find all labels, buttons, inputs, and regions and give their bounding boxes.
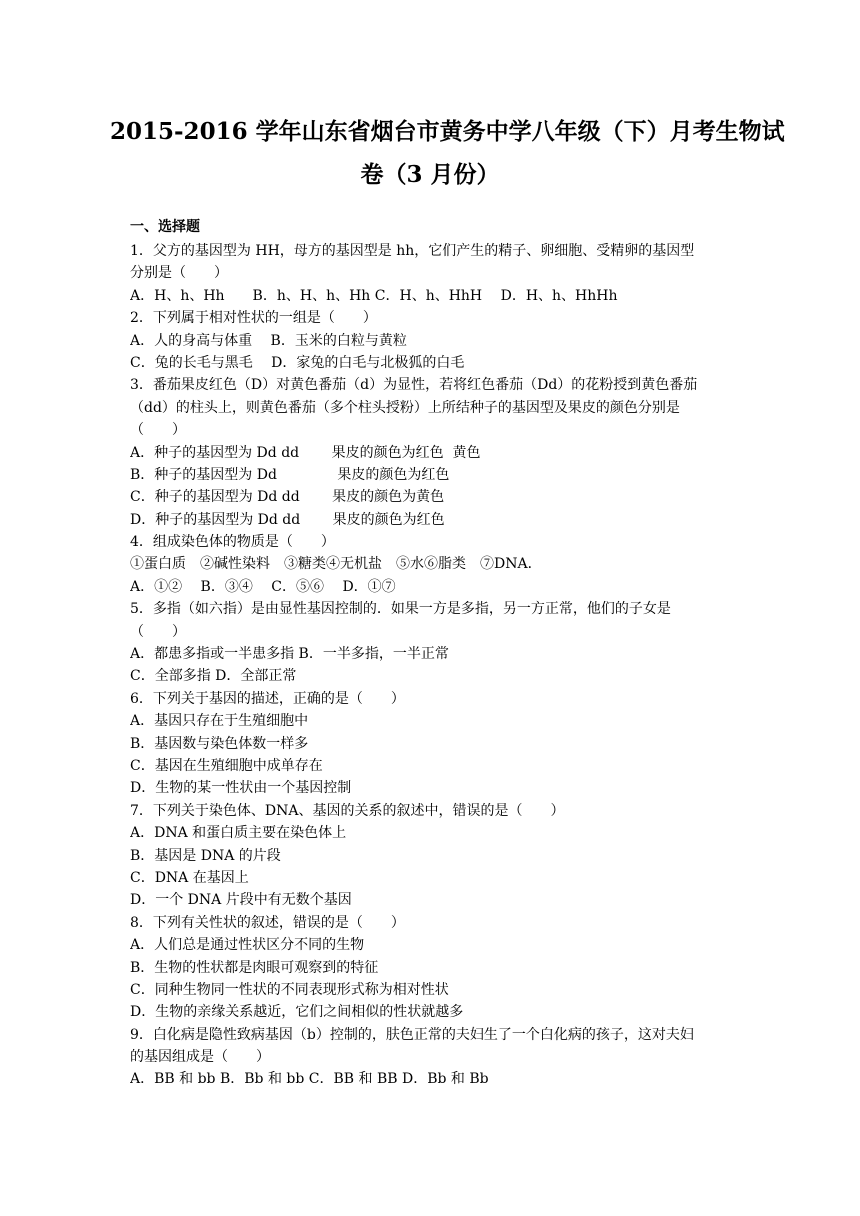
- text-line: 分别是（ ）: [130, 265, 228, 282]
- question-list: [130, 240, 740, 1091]
- text-line: D．生物的某一性状由一个基因控制: [130, 780, 352, 797]
- text-line: 7．下列关于染色体、DNA、基因的关系的叙述中，错误的是（ ）: [130, 802, 565, 819]
- text-line: 3．番茄果皮红色（D）对黄色番茄（d）为显性，若将红色番茄（Dd）的花粉授到黄色番茄: [130, 377, 698, 394]
- text-line: B．种子的基因型为 Dd 果皮的颜色为红色: [130, 466, 450, 483]
- section-heading: 一、选择题: [130, 219, 200, 235]
- text-line: A．基因只存在于生殖细胞中: [130, 713, 309, 730]
- text-line: D．一个 DNA 片段中有无数个基因: [130, 892, 352, 909]
- text-line: 6．下列关于基因的描述，正确的是（ ）: [130, 690, 405, 707]
- text-line: B．基因数与染色体数一样多: [130, 735, 309, 752]
- text-line: A．H、h、Hh B．h、H、h、Hh C．H、h、HhH D．H、h、HhHh: [130, 287, 618, 304]
- text-line: 8．下列有关性状的叙述，错误的是（ ）: [130, 914, 405, 931]
- document-title-line-1: 2015-2016 学年山东省烟台市黄务中学八年级（下）月考生物试: [110, 118, 785, 145]
- text-line: （ ）: [130, 422, 186, 439]
- text-line: A．BB 和 bb B．Bb 和 bb C．BB 和 BB D．Bb 和 Bb: [130, 1071, 489, 1088]
- text-line: 9．白化病是隐性致病基因（b）控制的，肤色正常的夫妇生了一个白化病的孩子，这对夫妇: [130, 1026, 694, 1043]
- text-line: C．兔的长毛与黑毛 D．家兔的白毛与北极狐的白毛: [130, 354, 465, 371]
- text-line: B．基因是 DNA 的片段: [130, 847, 281, 864]
- text-line: （ ）: [130, 623, 186, 640]
- text-line: 的基因组成是（ ）: [130, 1049, 270, 1066]
- text-line: C．全部多指 D．全部正常: [130, 668, 297, 685]
- text-line: 2．下列属于相对性状的一组是（ ）: [130, 310, 377, 327]
- text-line: B．生物的性状都是肉眼可观察到的特征: [130, 959, 379, 976]
- text-line: ①蛋白质 ②碱性染料 ③糖类④无机盐 ⑤水⑥脂类 ⑦DNA．: [130, 556, 542, 573]
- text-line: C．种子的基因型为 Dd dd 果皮的颜色为黄色: [130, 489, 445, 506]
- text-line: C．基因在生殖细胞中成单存在: [130, 757, 323, 774]
- text-line: 5．多指（如六指）是由显性基因控制的．如果一方是多指，另一方正常，他们的子女是: [130, 601, 671, 618]
- text-line: C．DNA 在基因上: [130, 869, 249, 886]
- text-line: （dd）的柱头上，则黄色番茄（多个柱头授粉）上所结种子的基因型及果皮的颜色分别是: [130, 399, 680, 416]
- text-line: 1．父方的基因型为 HH，母方的基因型是 hh，它们产生的精子、卵细胞、受精卵的基因型: [130, 243, 695, 259]
- text-line: A．种子的基因型为 Dd dd 果皮的颜色为红色 黄色: [130, 444, 481, 461]
- text-line: A．人们总是通过性状区分不同的生物: [130, 937, 365, 954]
- text-line: A．DNA 和蛋白质主要在染色体上: [130, 825, 347, 842]
- text-line: A．都患多指或一半患多指 B．一半多指，一半正常: [130, 646, 449, 663]
- text-line: C．同种生物同一性状的不同表现形式称为相对性状: [130, 981, 449, 998]
- text-line: A．人的身高与体重 B．玉米的白粒与黄粒: [130, 332, 407, 349]
- text-line: A．①② B．③④ C．⑤⑥ D．①⑦: [130, 578, 396, 595]
- document-title-line-2: 卷（3 月份）: [360, 161, 500, 188]
- text-line: D．种子的基因型为 Dd dd 果皮的颜色为红色: [130, 511, 445, 528]
- text-line: D．生物的亲缘关系越近，它们之间相似的性状就越多: [130, 1004, 464, 1021]
- text-line: 4．组成染色体的物质是（ ）: [130, 534, 335, 551]
